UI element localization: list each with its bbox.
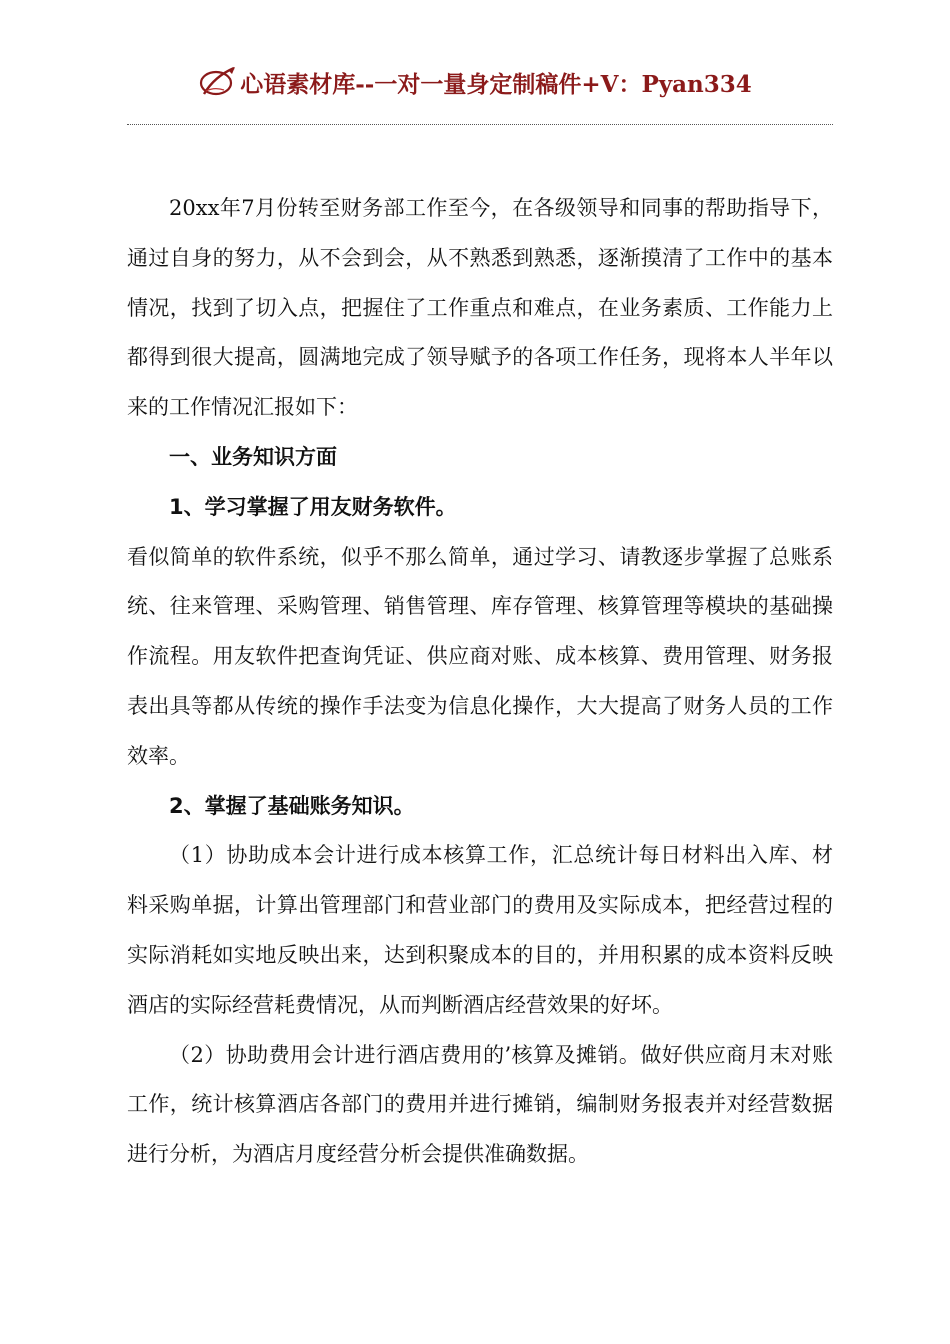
header-divider <box>127 124 833 125</box>
document-body <box>127 184 833 1180</box>
pen-logo-icon <box>198 64 238 100</box>
subitem-paragraph-1: （1）协助成本会计进行成本核算工作，汇总统计每日材料出入库、材料采购单据，计算出管理部门和营业部门的费用及实际成本，把经营过程的实际消耗如实地反映出来，达到积聚成本的目的，并用积累的成本资料反映酒店的实际经营耗费情况，从而判断酒店经营效果的好坏。 <box>127 843 833 1017</box>
item-heading-2: 2、掌握了基础账务知识。 <box>169 793 415 818</box>
item-heading-1: 1、学习掌握了用友财务软件。 <box>169 494 457 519</box>
subitem-paragraph-2: （2）协助费用会计进行酒店费用的’核算及摊销。做好供应商月末对账工作，统计核算酒店各部门的费用并进行摊销，编制财务报表并对经营数据进行分析，为酒店月度经营分析会提供准确数据。 <box>127 1042 833 1167</box>
item-paragraph-1: 看似简单的软件系统，似乎不那么简单，通过学习、请教逐步掌握了总账系统、往来管理、采购管理、销售管理、库存管理、核算管理等模块的基础操作流程。用友软件把查询凭证、供应商对账、成本核算、费用管理、财务报表出具等都从传统的操作手法变为信息化操作，大大提高了财务人员的工作效率。 <box>127 544 833 768</box>
page-header <box>0 62 950 102</box>
intro-paragraph: 20xx年7月份转至财务部工作至今，在各级领导和同事的帮助指导下，通过自身的努力，从不会到会，从不熟悉到熟悉，逐渐摸清了工作中的基本情况，找到了切入点，把握住了工作重点和难点，在业务素质、工作能力上都得到很大提高，圆满地完成了领导赋予的各项工作任务，现将本人半年以来的工作情况汇报如下： <box>127 196 833 420</box>
section-heading: 一、业务知识方面 <box>169 444 337 469</box>
header-brand-text: 心语素材库--一对一量身定制稿件+V：Pyan334 <box>240 70 752 98</box>
